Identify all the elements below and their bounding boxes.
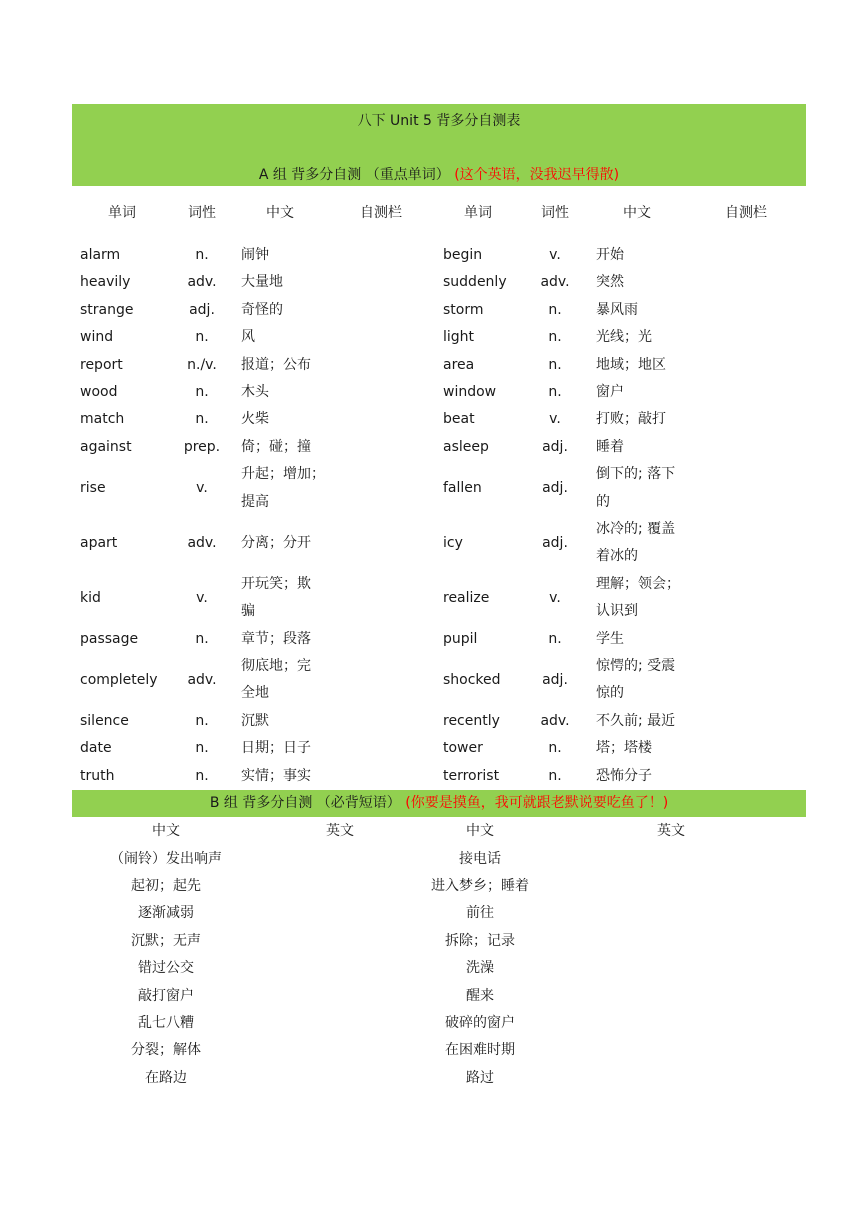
meaning-cell: 全地	[241, 685, 269, 702]
phrase-cell: 前往	[466, 905, 494, 922]
meaning-cell: 奇怪的	[241, 301, 283, 318]
meaning-cell: 暴风雨	[596, 301, 638, 318]
pos-cell: n.	[195, 384, 209, 400]
meaning-cell: 睡着	[596, 438, 624, 455]
phrase-cell: 路过	[466, 1069, 494, 1086]
column-header: 词性	[541, 205, 569, 221]
word-cell: light	[443, 329, 475, 346]
phrase-cell: 在路边	[145, 1069, 187, 1086]
pos-cell: n.	[195, 630, 209, 647]
meaning-cell: 升起；增加；	[241, 466, 325, 483]
meaning-cell: 冰冷的; 覆盖	[596, 521, 676, 537]
word-cell: heavily	[80, 274, 131, 291]
column-header: 词性	[188, 205, 216, 221]
pos-cell: n.	[548, 384, 562, 400]
word-cell: passage	[80, 630, 139, 647]
column-header: 中文	[623, 205, 651, 221]
phrase-cell: 破碎的窗户	[445, 1014, 515, 1031]
word-cell: wind	[80, 329, 114, 346]
phrase-cell: （闹铃）发出响声	[110, 850, 222, 867]
pos-cell: adv.	[187, 671, 217, 688]
word-cell: pupil	[443, 630, 478, 647]
word-cell: area	[443, 356, 475, 373]
meaning-cell: 大量地	[241, 274, 283, 291]
meaning-cell: 认识到	[596, 603, 638, 620]
column-header: 自测栏	[725, 205, 767, 221]
pos-cell: adj.	[542, 534, 568, 551]
pos-cell: v.	[549, 247, 561, 263]
meaning-cell: 光线；光	[596, 329, 652, 346]
word-cell: fallen	[443, 479, 482, 496]
meaning-cell: 不久前; 最近	[596, 712, 676, 729]
page-title: 八下 Unit 5 背多分自测表	[357, 113, 521, 129]
meaning-cell: 骗	[241, 603, 255, 620]
word-cell: truth	[80, 767, 115, 784]
pos-cell: adj.	[542, 438, 568, 455]
pos-cell: prep.	[183, 438, 221, 455]
phrase-cell: 起初；起先	[131, 877, 201, 894]
group-b-label: B 组 背多分自测 （必背短语）	[209, 795, 401, 811]
meaning-cell: 窗户	[596, 384, 624, 400]
pos-cell: n.	[548, 767, 562, 784]
meaning-cell: 风	[241, 329, 255, 346]
pos-cell: n.	[195, 740, 209, 757]
word-cell: window	[443, 384, 497, 400]
pos-cell: n.	[195, 329, 209, 346]
pos-cell: n.	[548, 329, 562, 346]
meaning-cell: 火柴	[241, 411, 269, 428]
group-b-note: (你要是摸鱼，我可就跟老默说要吃鱼了！)	[405, 795, 669, 811]
pos-cell: v.	[196, 479, 208, 496]
meaning-cell: 恐怖分子	[596, 767, 652, 784]
pos-cell: n.	[195, 712, 209, 729]
word-cell: realize	[443, 589, 490, 606]
word-cell: suddenly	[443, 274, 507, 291]
meaning-cell: 的	[596, 493, 610, 510]
word-cell: strange	[80, 301, 134, 318]
word-cell: wood	[80, 384, 118, 400]
word-cell: shocked	[443, 671, 501, 688]
meaning-cell: 地域；地区	[596, 356, 666, 373]
pos-cell: adv.	[540, 712, 570, 729]
word-cell: date	[80, 740, 112, 757]
word-cell: terrorist	[443, 767, 500, 784]
column-header: 中文	[466, 823, 494, 839]
column-header: 单词	[464, 205, 492, 221]
pos-cell: adv.	[187, 534, 217, 551]
meaning-cell: 着冰的	[596, 548, 638, 565]
meaning-cell: 日期；日子	[241, 740, 311, 757]
word-cell: alarm	[80, 247, 121, 263]
word-cell: match	[80, 411, 125, 428]
pos-cell: v.	[549, 589, 561, 606]
phrase-cell: 沉默；无声	[131, 932, 201, 949]
column-header: 中文	[266, 205, 294, 221]
word-cell: tower	[443, 740, 483, 757]
pos-cell: n.	[548, 301, 562, 318]
phrase-cell: 醒来	[466, 987, 494, 1004]
phrase-cell: 逐渐减弱	[138, 905, 194, 922]
meaning-cell: 开始	[596, 247, 624, 263]
meaning-cell: 开玩笑；欺	[241, 575, 311, 592]
word-cell: against	[80, 438, 132, 455]
pos-cell: v.	[549, 411, 561, 428]
meaning-cell: 木头	[241, 384, 269, 400]
column-header: 中文	[152, 823, 180, 839]
meaning-cell: 倚；碰；撞	[241, 438, 311, 455]
pos-cell: n.	[195, 411, 209, 428]
phrase-cell: 洗澡	[466, 960, 494, 977]
phrase-cell: 进入梦乡；睡着	[431, 877, 529, 894]
word-cell: asleep	[443, 438, 489, 455]
meaning-cell: 分离；分开	[241, 534, 311, 551]
meaning-cell: 报道；公布	[241, 356, 311, 373]
meaning-cell: 惊的	[596, 685, 624, 702]
pos-cell: adv.	[187, 274, 217, 291]
word-cell: kid	[80, 589, 101, 606]
meaning-cell: 倒下的; 落下	[596, 466, 676, 483]
phrase-cell: 在困难时期	[445, 1042, 515, 1059]
phrase-cell: 错过公交	[138, 960, 194, 977]
pos-cell: adj.	[542, 479, 568, 496]
meaning-cell: 闹钟	[241, 247, 269, 263]
meaning-cell: 沉默	[241, 712, 269, 729]
word-cell: apart	[80, 534, 118, 551]
group-a-note: (这个英语，没我迟早得散)	[454, 167, 620, 183]
meaning-cell: 实情；事实	[241, 767, 311, 784]
meaning-cell: 惊愕的; 受震	[596, 658, 676, 674]
meaning-cell: 塔；塔楼	[596, 740, 652, 757]
meaning-cell: 彻底地；完	[241, 658, 311, 674]
word-cell: recently	[443, 712, 500, 729]
pos-cell: adj.	[189, 301, 215, 318]
pos-cell: n.	[548, 356, 562, 373]
pos-cell: n.	[548, 740, 562, 757]
phrase-cell: 敲打窗户	[138, 987, 194, 1004]
meaning-cell: 章节；段落	[241, 630, 311, 647]
pos-cell: n.	[195, 767, 209, 784]
word-cell: report	[80, 356, 123, 373]
column-header: 单词	[108, 205, 136, 221]
pos-cell: n./v.	[187, 356, 217, 373]
word-cell: beat	[443, 411, 475, 428]
phrase-cell: 乱七八糟	[138, 1014, 194, 1031]
word-cell: begin	[443, 247, 483, 263]
phrase-cell: 接电话	[459, 850, 501, 867]
group-a-label: A 组 背多分自测 （重点单词）	[258, 167, 450, 183]
word-cell: completely	[80, 671, 158, 688]
phrase-cell: 拆除；记录	[445, 932, 515, 949]
pos-cell: adv.	[540, 274, 570, 291]
meaning-cell: 理解；领会；	[596, 575, 680, 592]
pos-cell: v.	[196, 589, 208, 606]
phrase-cell: 分裂；解体	[131, 1042, 201, 1059]
column-header: 英文	[326, 823, 354, 839]
word-cell: storm	[443, 301, 484, 318]
word-cell: silence	[80, 712, 129, 729]
meaning-cell: 学生	[596, 630, 624, 647]
pos-cell: n.	[548, 630, 562, 647]
column-header: 英文	[657, 823, 685, 839]
column-header: 自测栏	[360, 205, 402, 221]
word-cell: rise	[80, 479, 106, 496]
pos-cell: adj.	[542, 671, 568, 688]
meaning-cell: 提高	[241, 493, 269, 510]
word-cell: icy	[443, 534, 463, 551]
meaning-cell: 突然	[596, 274, 624, 291]
meaning-cell: 打败；敲打	[596, 411, 666, 428]
pos-cell: n.	[195, 247, 209, 263]
